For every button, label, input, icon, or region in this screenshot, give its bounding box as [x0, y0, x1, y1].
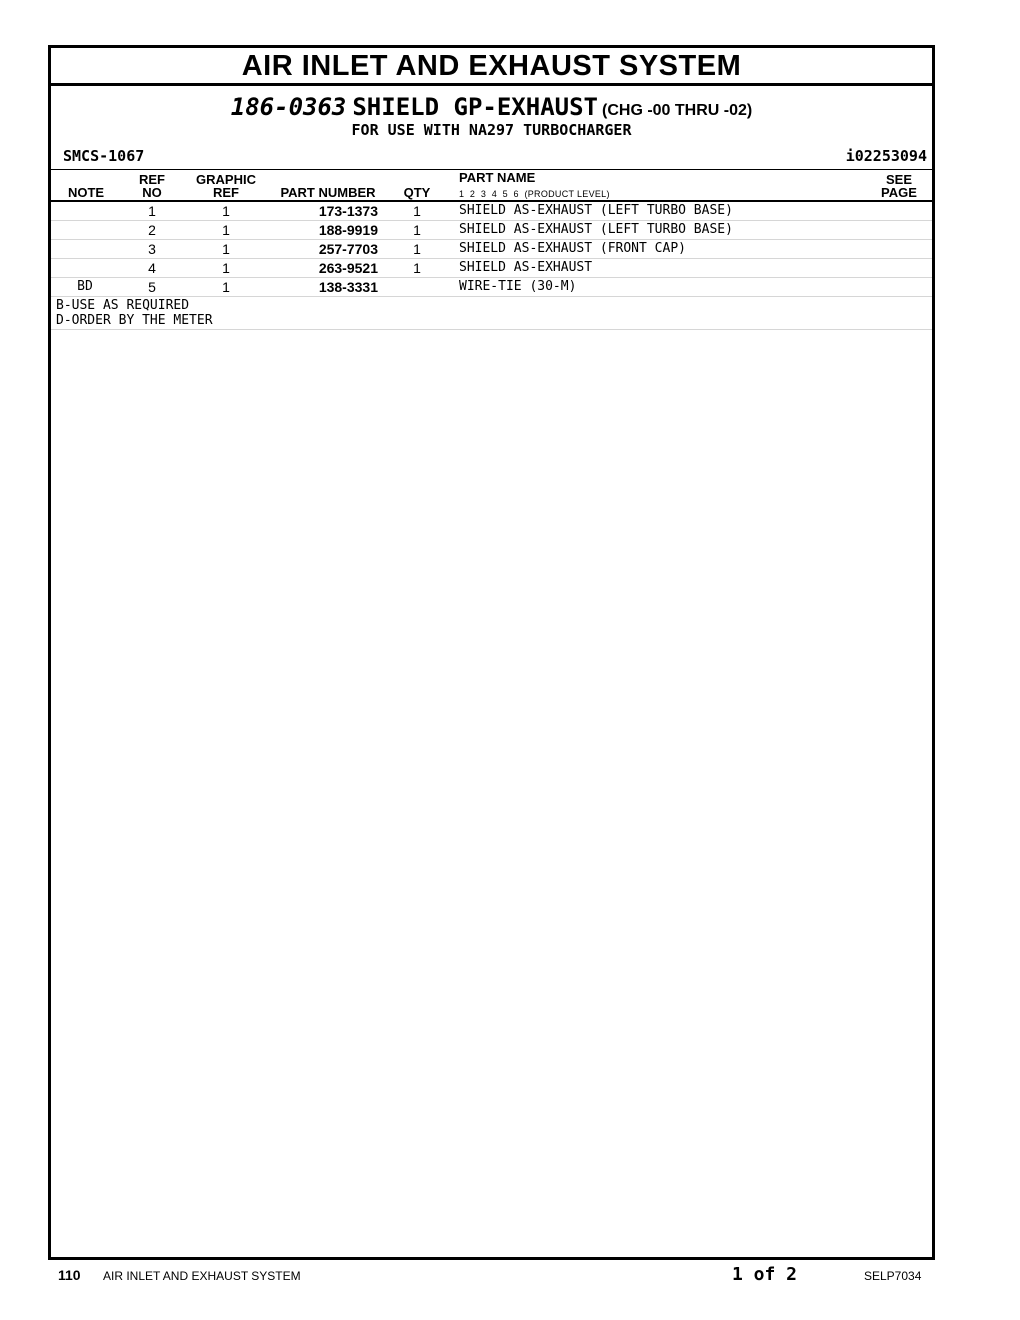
col-see-page-top: SEE: [885, 172, 912, 187]
row-qty: 1: [413, 260, 421, 276]
col-note: NOTE: [67, 185, 105, 200]
group-heading: [51, 93, 932, 121]
row-ref-no: 3: [148, 241, 156, 257]
row-part-number: 138-3331: [318, 279, 378, 295]
col-graphic-ref-bottom: REF: [213, 185, 239, 200]
group-name: SHIELD GP-EXHAUST: [352, 93, 598, 121]
note-b: B-USE AS REQUIRED: [56, 298, 190, 313]
row-part-name: SHIELD AS-EXHAUST (LEFT TURBO BASE): [459, 222, 733, 237]
row-qty: 1: [413, 241, 421, 257]
col-ref-no-top: REF: [139, 172, 165, 187]
col-qty: QTY: [403, 185, 431, 200]
parts-list-frame: [48, 45, 935, 1260]
row-part-number: 257-7703: [318, 241, 378, 257]
row-graphic-ref: 1: [222, 279, 230, 295]
row-graphic-ref: 1: [222, 203, 230, 219]
row-graphic-ref: 1: [222, 222, 230, 238]
table-row: [51, 278, 932, 297]
reference-codes: [51, 143, 932, 169]
notes-legend: [51, 297, 932, 330]
sheet-indicator: 1 of 2: [732, 1264, 798, 1285]
row-graphic-ref: 1: [222, 260, 230, 276]
row-qty: 1: [413, 203, 421, 219]
row-part-number: 188-9919: [318, 222, 378, 238]
col-ref-no-bottom: NO: [142, 185, 162, 200]
illustration-id: i02253094: [845, 147, 927, 165]
col-see-page-bottom: PAGE: [881, 185, 917, 200]
page-title: AIR INLET AND EXHAUST SYSTEM: [51, 48, 932, 86]
row-ref-no: 2: [148, 222, 156, 238]
page-footer: [0, 1262, 1020, 1292]
row-ref-no: 1: [148, 203, 156, 219]
table-row: [51, 202, 932, 221]
row-part-number: 173-1373: [318, 203, 378, 219]
group-number: 186-0363: [230, 93, 347, 121]
footer-section: AIR INLET AND EXHAUST SYSTEM: [103, 1269, 301, 1283]
smcs-code: SMCS-1067: [63, 147, 145, 165]
document-id: SELP7034: [864, 1269, 922, 1283]
table-header: [51, 169, 932, 202]
row-qty: 1: [413, 222, 421, 238]
row-part-name: SHIELD AS-EXHAUST (FRONT CAP): [459, 241, 686, 256]
page-number: 110: [58, 1267, 81, 1283]
group-change: (CHG -00 THRU -02): [602, 102, 753, 119]
table-row: [51, 240, 932, 259]
row-ref-no: 4: [148, 260, 156, 276]
col-product-level: 1 2 3 4 5 6 (PRODUCT LEVEL): [459, 189, 610, 199]
group-subtitle: FOR USE WITH NA297 TURBOCHARGER: [351, 121, 632, 139]
row-part-name: SHIELD AS-EXHAUST: [459, 260, 593, 275]
row-ref-no: 5: [148, 279, 156, 295]
row-note: BD: [77, 279, 93, 294]
col-part-name: PART NAME: [459, 170, 536, 185]
table-row: [51, 259, 932, 278]
table-row: [51, 221, 932, 240]
row-part-name: SHIELD AS-EXHAUST (LEFT TURBO BASE): [459, 203, 733, 218]
note-d: D-ORDER BY THE METER: [56, 313, 213, 328]
row-graphic-ref: 1: [222, 241, 230, 257]
row-part-name: WIRE-TIE (30-M): [459, 279, 577, 294]
col-graphic-ref-top: GRAPHIC: [196, 172, 256, 187]
row-part-number: 263-9521: [318, 260, 378, 276]
col-part-number: PART NUMBER: [280, 185, 376, 200]
